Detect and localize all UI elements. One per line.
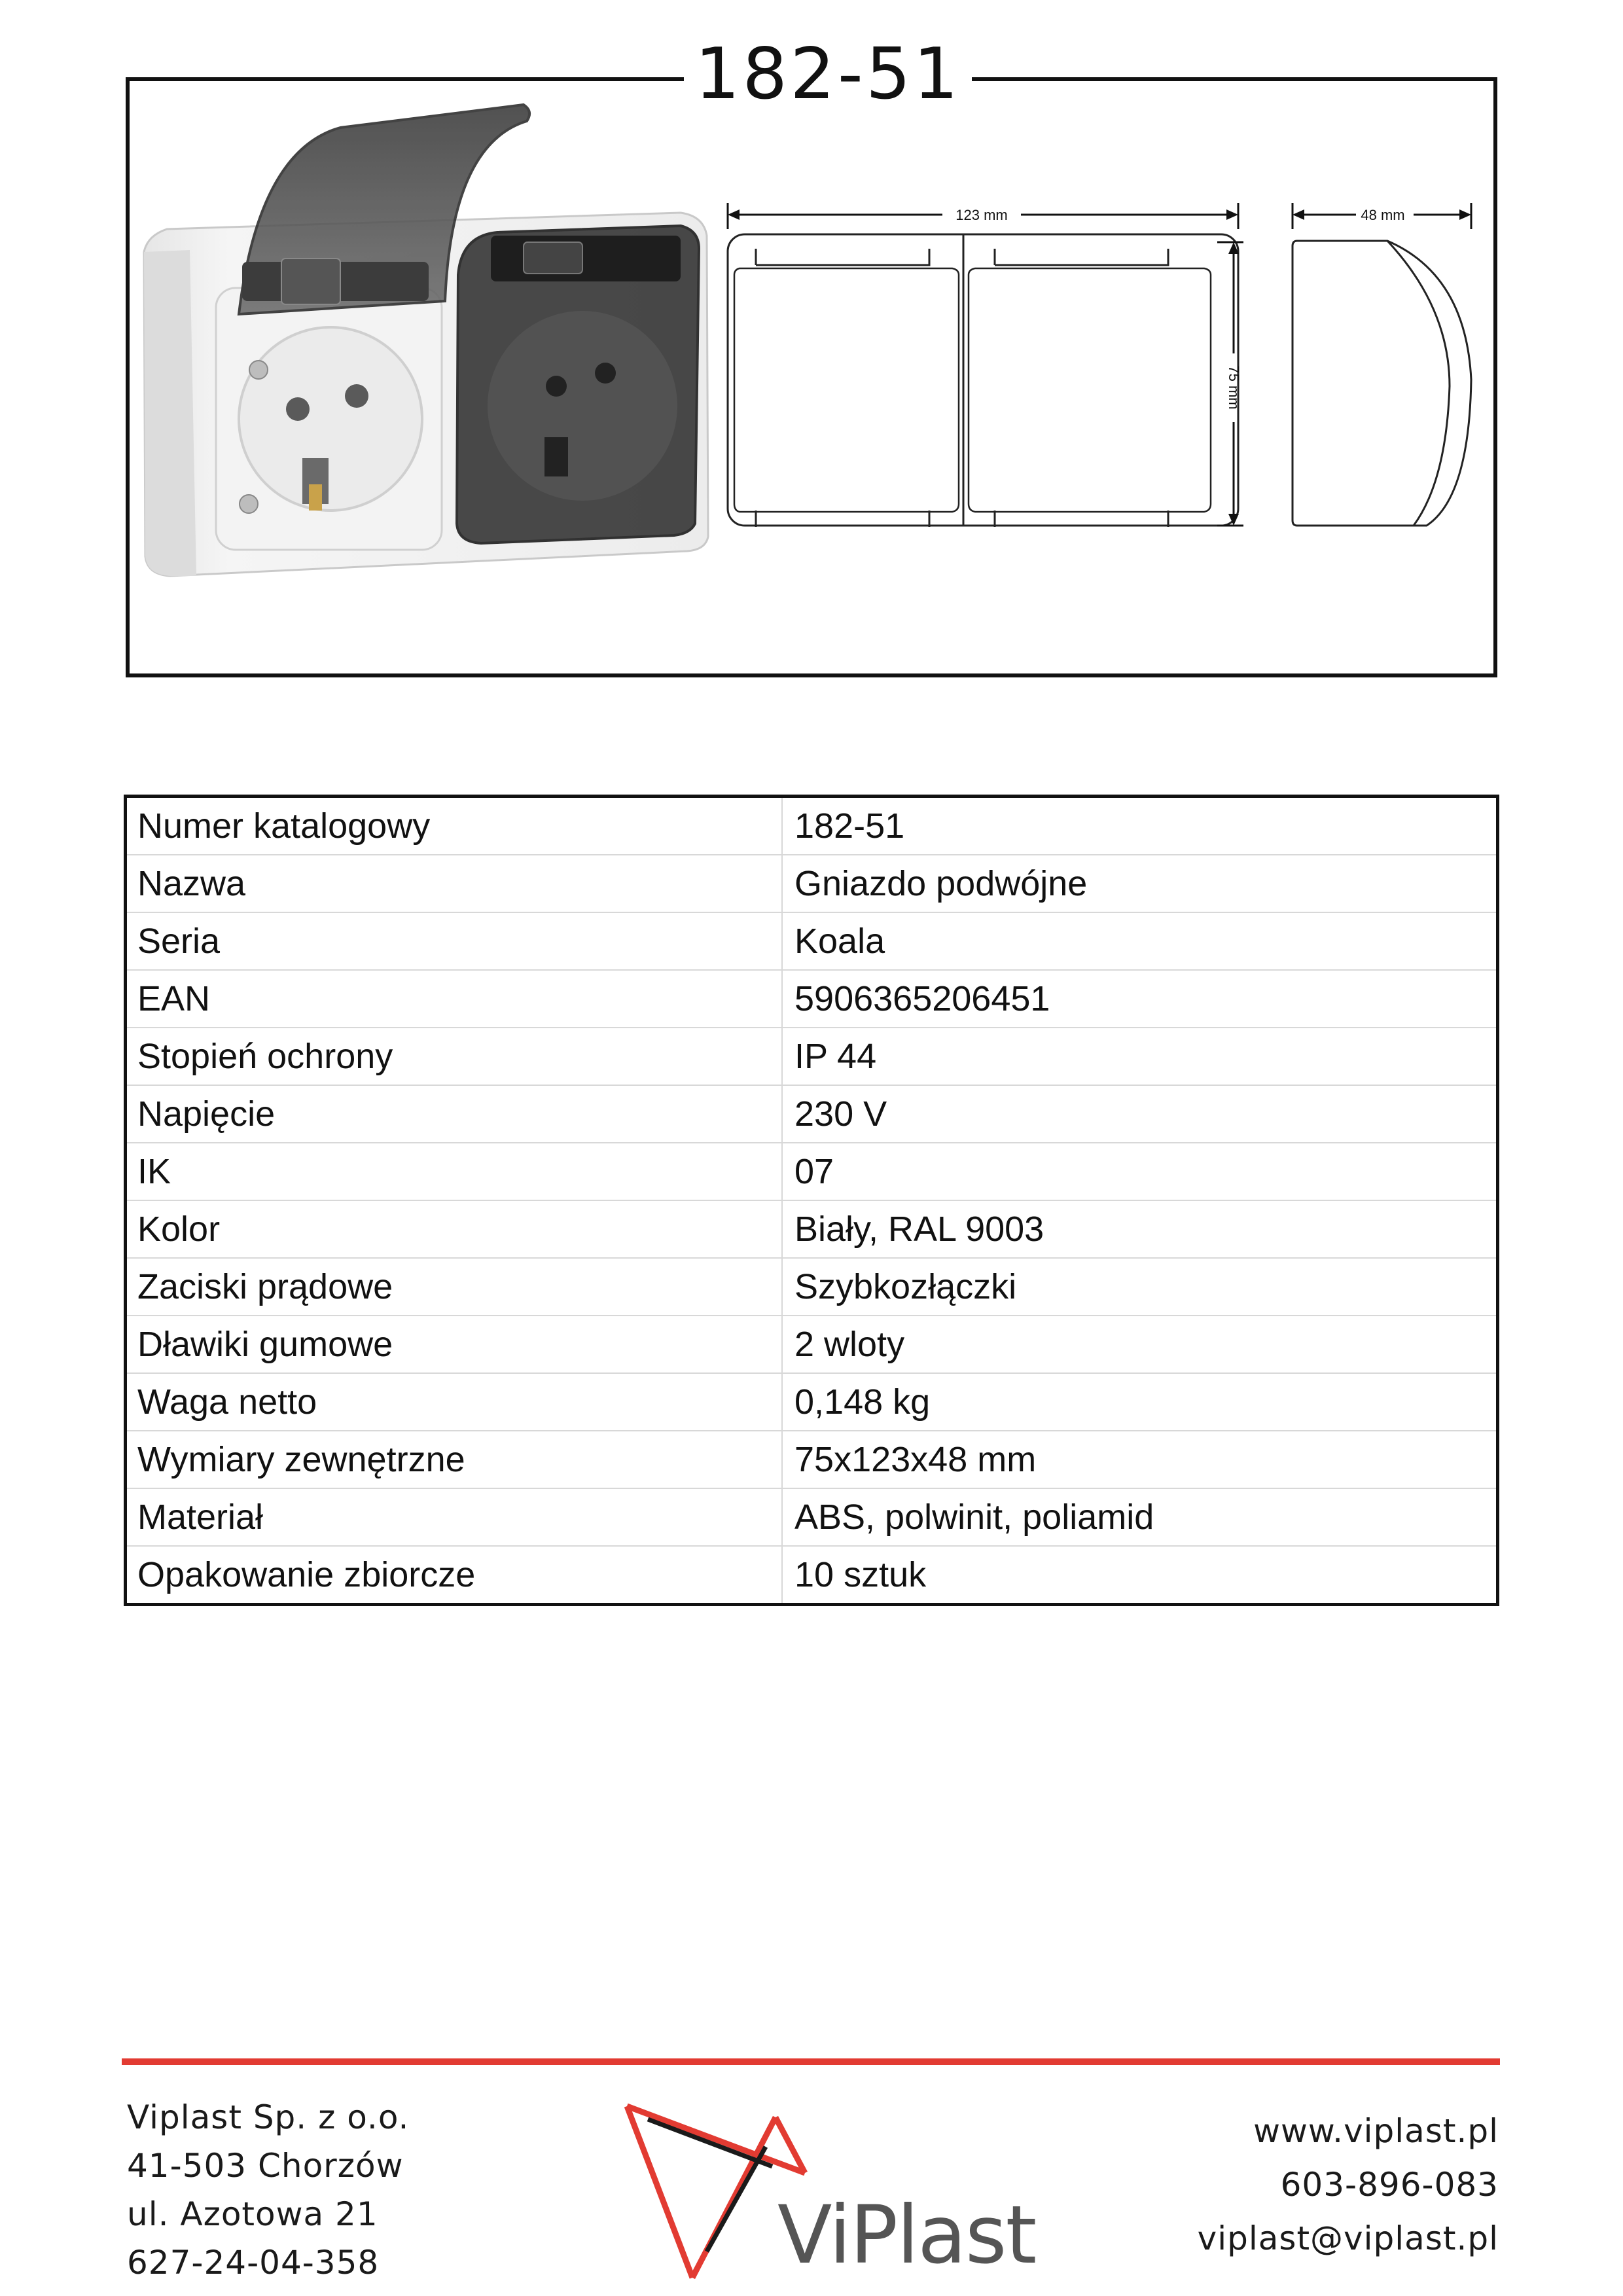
height-label: 75 mm: [1226, 365, 1242, 410]
spec-value: 0,148 kg: [782, 1373, 1498, 1431]
product-figure: [0, 0, 1623, 720]
spec-label: Opakowanie zbiorcze: [126, 1546, 783, 1605]
email-link[interactable]: viplast@viplast.pl: [1197, 2219, 1499, 2257]
company-name: Viplast Sp. z o.o.: [127, 2098, 410, 2136]
website-link[interactable]: www.viplast.pl: [1253, 2112, 1499, 2150]
table-row: [126, 1488, 1498, 1546]
spec-label: EAN: [126, 970, 783, 1028]
spec-label: Wymiary zewnętrzne: [126, 1431, 783, 1488]
table-row: [126, 1258, 1498, 1316]
spec-value: Biały, RAL 9003: [782, 1200, 1498, 1258]
spec-label: Napięcie: [126, 1085, 783, 1143]
spec-label: IK: [126, 1143, 783, 1200]
spec-value: 230 V: [782, 1085, 1498, 1143]
spec-label: Stopień ochrony: [126, 1028, 783, 1085]
table-row: [126, 1431, 1498, 1488]
spec-value: 07: [782, 1143, 1498, 1200]
spec-table: [124, 795, 1499, 1606]
company-street: ul. Azotowa 21: [127, 2195, 378, 2233]
product-title: 182-51: [684, 29, 972, 120]
spec-label: Nazwa: [126, 855, 783, 912]
spec-label: Kolor: [126, 1200, 783, 1258]
table-row: [126, 1546, 1498, 1605]
table-row: [126, 970, 1498, 1028]
spec-value: 10 sztuk: [794, 1555, 927, 1594]
company-contact: [1198, 2104, 1499, 2265]
front-view-drawing: [728, 234, 1238, 527]
spec-label: Materiał: [126, 1488, 783, 1546]
company-tax-id: 627-24-04-358: [127, 2244, 380, 2282]
table-row: [126, 1085, 1498, 1143]
table-row: [126, 1028, 1498, 1085]
spec-label: Numer katalogowy: [126, 797, 783, 855]
side-view-drawing: [1293, 241, 1471, 526]
table-row: [126, 912, 1498, 970]
footer-divider: [122, 2058, 1500, 2065]
table-row: [126, 1373, 1498, 1431]
spec-label: Zaciski prądowe: [126, 1258, 783, 1316]
spec-value: 182-51: [782, 797, 1498, 855]
spec-label: Seria: [126, 912, 783, 970]
company-address: [127, 2093, 409, 2287]
logo-wordmark: ViPlast: [777, 2189, 1036, 2282]
spec-value: Gniazdo podwójne: [782, 855, 1498, 912]
spec-label: Waga netto: [126, 1373, 783, 1431]
width-label: 123 mm: [955, 207, 1008, 223]
table-row: [126, 797, 1498, 855]
table-row: [126, 1143, 1498, 1200]
table-row: [126, 1316, 1498, 1373]
phone-number: 603-896-083: [1280, 2166, 1499, 2204]
spec-value: IP 44: [782, 1028, 1498, 1085]
spec-value: Koala: [782, 912, 1498, 970]
spec-value: 75x123x48 mm: [782, 1431, 1498, 1488]
spec-value: 5906365206451: [782, 970, 1498, 1028]
spec-value: 2 wloty: [782, 1316, 1498, 1373]
spec-value: ABS, polwinit, poliamid: [782, 1488, 1498, 1546]
company-city: 41-503 Chorzów: [127, 2147, 404, 2185]
depth-label: 48 mm: [1361, 207, 1405, 223]
table-row: [126, 1200, 1498, 1258]
spec-label: Dławiki gumowe: [126, 1316, 783, 1373]
table-row: [126, 855, 1498, 912]
socket-photo: [144, 105, 708, 576]
spec-value: Szybkozłączki: [782, 1258, 1498, 1316]
